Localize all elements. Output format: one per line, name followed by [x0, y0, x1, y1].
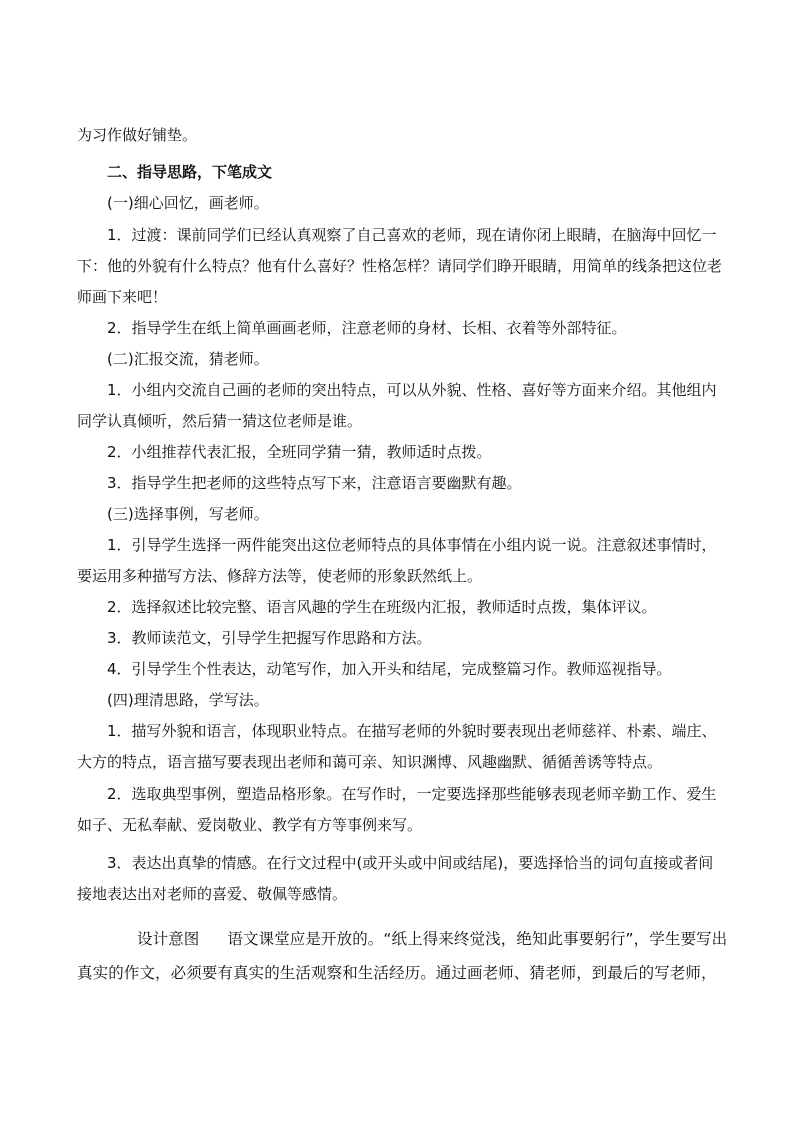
paragraph-step-4-1: 1．描写外貌和语言，体现职业特点。在描写老师的外貌时要表现出老师慈祥、朴素、端庄、大方的特点，语言描写要表现出老师和蔼可亲、知识渊博、风趣幽默、循循善诱等特点。: [77, 722, 717, 771]
paragraph-step-2-2: 2．小组推荐代表汇报，全班同学猜一猜，教师适时点拨。: [107, 443, 492, 461]
design-intent-label: 设计意图: [137, 930, 200, 948]
design-intent-paragraph: [77, 922, 737, 990]
paragraph-step-4-3: 3．表达出真挚的情感。在行文过程中(或开头或中间或结尾)，要选择恰当的词句直接或者间接地表达出对老师的喜爱、敬佩等感情。: [77, 854, 714, 903]
subheading-1: (一)细心回忆，画老师。: [107, 194, 269, 212]
section-heading-2: 二、指导思路，下笔成文: [107, 163, 273, 181]
subheading-2: (二)汇报交流，猜老师。: [107, 350, 269, 368]
paragraph-step-3-4: 4．引导学生个性表达，动笔写作，加入开头和结尾，完成整篇习作。教师巡视指导。: [107, 660, 672, 678]
paragraph-step-4-2: 2．选取典型事例，塑造品格形象。在写作时，一定要选择那些能够表现老师辛勤工作、爱生如子、无私奉献、爱岗敬业、教学有方等事例来写。: [77, 785, 717, 834]
subheading-4: (四)理清思路，学写法。: [107, 691, 269, 709]
paragraph-step-2-3: 3．指导学生把老师的这些特点写下来，注意语言要幽默有趣。: [107, 474, 522, 492]
paragraph-intro-end: 为习作做好铺垫。: [77, 126, 198, 144]
paragraph-step-2-1: 1．小组内交流自己画的老师的突出特点，可以从外貌、性格、喜好等方面来介绍。其他组内同学认真倾听，然后猜一猜这位老师是谁。: [77, 381, 717, 430]
paragraph-step-3-3: 3．教师读范文，引导学生把握写作思路和方法。: [107, 629, 432, 647]
paragraph-step-3-1: 1．引导学生选择一两件能突出这位老师特点的具体事情在小组内说一说。注意叙述事情时，要运用多种描写方法、修辞方法等，使老师的形象跃然纸上。: [77, 536, 717, 585]
subheading-3: (三)选择事例，写老师。: [107, 505, 269, 523]
design-intent-text: 语文课堂应是开放的。“纸上得来终觉浅，绝知此事要躬行”，学生要写出真实的作文，必须要有真实的生活观察和生活经历。通过画老师、猜老师，到最后的写老师，: [77, 930, 728, 982]
paragraph-step-3-2: 2．选择叙述比较完整、语言风趣的学生在班级内汇报，教师适时点拨，集体评议。: [107, 598, 657, 616]
paragraph-step-1-1: 1．过渡：课前同学们已经认真观察了自己喜欢的老师，现在请你闭上眼睛，在脑海中回忆一下：他的外貌有什么特点？他有什么喜好？性格怎样？请同学们睁开眼睛，用简单的线条把这位老师画下来吧！: [77, 226, 723, 306]
paragraph-step-1-2: 2．指导学生在纸上简单画画老师，注意老师的身材、长相、衣着等外部特征。: [107, 319, 627, 337]
